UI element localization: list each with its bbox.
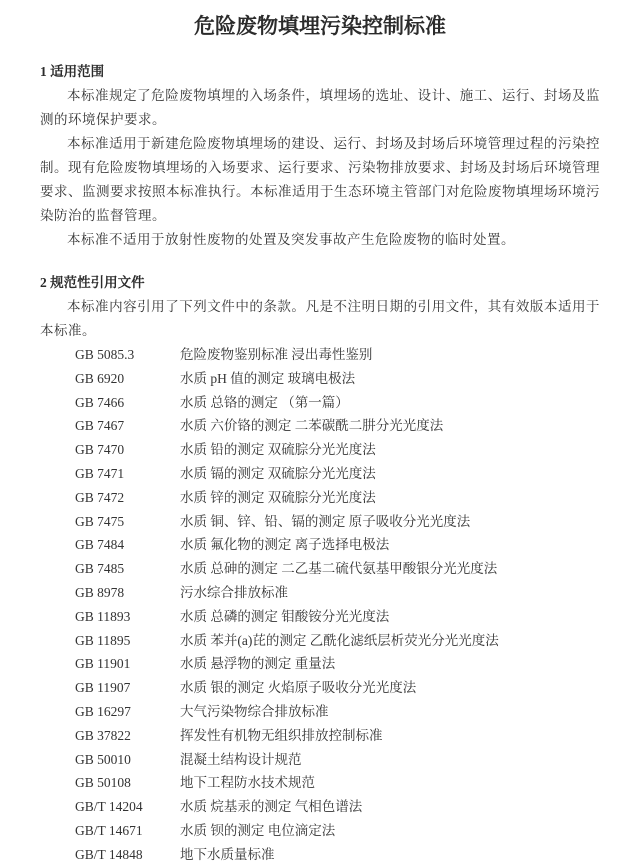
reference-row <box>75 438 600 462</box>
reference-row <box>75 676 600 700</box>
reference-row <box>75 486 600 510</box>
reference-row <box>75 605 600 629</box>
reference-title: 水质 镉的测定 双硫腙分光光度法 <box>180 465 376 481</box>
reference-title: 混凝土结构设计规范 <box>180 751 302 767</box>
reference-code: GB 11901 <box>75 656 131 672</box>
reference-code: GB/T 14204 <box>75 799 143 815</box>
reference-title: 危险废物鉴别标准 浸出毒性鉴别 <box>180 347 373 362</box>
reference-code: GB 7472 <box>75 489 125 505</box>
reference-code: GB 37822 <box>75 727 131 743</box>
reference-title: 地下工程防水技术规范 <box>180 775 315 791</box>
section-heading-scope: 1 适用范围 <box>40 64 105 79</box>
reference-row <box>75 724 600 748</box>
reference-code: GB 7485 <box>75 561 125 577</box>
reference-row <box>75 795 600 819</box>
reference-code: GB 50010 <box>75 751 131 767</box>
reference-row <box>75 343 600 367</box>
reference-title: 水质 银的测定 火焰原子吸收分光光度法 <box>180 680 417 696</box>
reference-code: GB 6920 <box>75 370 125 386</box>
reference-row <box>75 533 600 557</box>
reference-row <box>75 510 600 534</box>
reference-code: GB 16297 <box>75 703 131 719</box>
reference-code: GB 7467 <box>75 418 125 434</box>
reference-row <box>75 652 600 676</box>
reference-title: 水质 总铬的测定 （第一篇） <box>180 394 349 410</box>
reference-code: GB 7471 <box>75 465 125 481</box>
reference-code: GB 7475 <box>75 513 125 529</box>
reference-code: GB 7470 <box>75 442 125 458</box>
reference-code: GB 5085.3 <box>75 347 135 362</box>
reference-title: 挥发性有机物无组织排放控制标准 <box>180 727 383 743</box>
reference-code: GB 8978 <box>75 584 125 600</box>
references-intro-paragraph: 本标准内容引用了下列文件中的条款。凡是不注明日期的引用文件，其有效版本适用于本标准。 <box>40 299 600 338</box>
reference-title: 水质 氟化物的测定 离子选择电极法 <box>180 537 390 553</box>
reference-row <box>75 748 600 772</box>
reference-title: 大气污染物综合排放标准 <box>180 703 329 719</box>
reference-title: 水质 总磷的测定 钼酸铵分光光度法 <box>180 608 390 624</box>
reference-row <box>75 700 600 724</box>
reference-row <box>75 771 600 795</box>
reference-title: 水质 铜、锌、铅、镉的测定 原子吸收分光光度法 <box>180 513 471 529</box>
scope-paragraph-3: 本标准不适用于放射性废物的处置及突发事故产生危险废物的临时处置。 <box>67 232 515 247</box>
reference-code: GB/T 14848 <box>75 846 143 862</box>
reference-row <box>75 629 600 653</box>
scope-paragraph-1: 本标准规定了危险废物填埋的入场条件，填埋场的选址、设计、施工、运行、封场及监测的环境保护要求。 <box>40 88 600 127</box>
reference-title: 水质 锌的测定 双硫腙分光光度法 <box>180 489 376 505</box>
reference-code: GB/T 14671 <box>75 822 143 838</box>
reference-title: 污水综合排放标准 <box>180 584 288 600</box>
reference-row <box>75 414 600 438</box>
reference-title: 水质 钡的测定 电位滴定法 <box>180 822 336 838</box>
reference-code: GB 50108 <box>75 775 131 791</box>
reference-code: GB 11907 <box>75 680 131 696</box>
reference-row <box>75 462 600 486</box>
reference-row <box>75 843 600 867</box>
references-list <box>75 343 600 867</box>
section-heading-normative-references: 2 规范性引用文件 <box>40 275 145 290</box>
reference-title: 地下水质量标准 <box>180 846 275 862</box>
reference-row <box>75 391 600 415</box>
reference-code: GB 7466 <box>75 394 125 410</box>
reference-code: GB 11893 <box>75 608 131 624</box>
reference-title: 水质 苯并(a)芘的测定 乙酰化滤纸层析荧光分光光度法 <box>180 632 499 648</box>
reference-row <box>75 367 600 391</box>
reference-code: GB 7484 <box>75 537 125 553</box>
scope-paragraph-2: 本标准适用于新建危险废物填埋场的建设、运行、封场及封场后环境管理过程的污染控制。现有危险废物填埋场的入场要求、运行要求、污染物排放要求、封场及封场后环境管理要求、监测要求按照本标准执行。本标准适用于生态环境主管部门对危险废物填埋场环境污染防治的监督管理。 <box>40 136 600 223</box>
reference-code: GB 11895 <box>75 632 131 648</box>
reference-title: 水质 烷基汞的测定 气相色谱法 <box>180 799 363 815</box>
reference-title: 水质 总砷的测定 二乙基二硫代氨基甲酸银分光光度法 <box>180 561 498 577</box>
reference-row <box>75 581 600 605</box>
reference-title: 水质 六价铬的测定 二苯碳酰二肼分光光度法 <box>180 418 444 434</box>
reference-title: 水质 pH 值的测定 玻璃电极法 <box>180 370 356 386</box>
reference-title: 水质 铅的测定 双硫腙分光光度法 <box>180 442 376 458</box>
reference-title: 水质 悬浮物的测定 重量法 <box>180 656 336 672</box>
document-title: 危险废物填埋污染控制标准 <box>194 14 446 38</box>
reference-row <box>75 819 600 843</box>
reference-row <box>75 557 600 581</box>
